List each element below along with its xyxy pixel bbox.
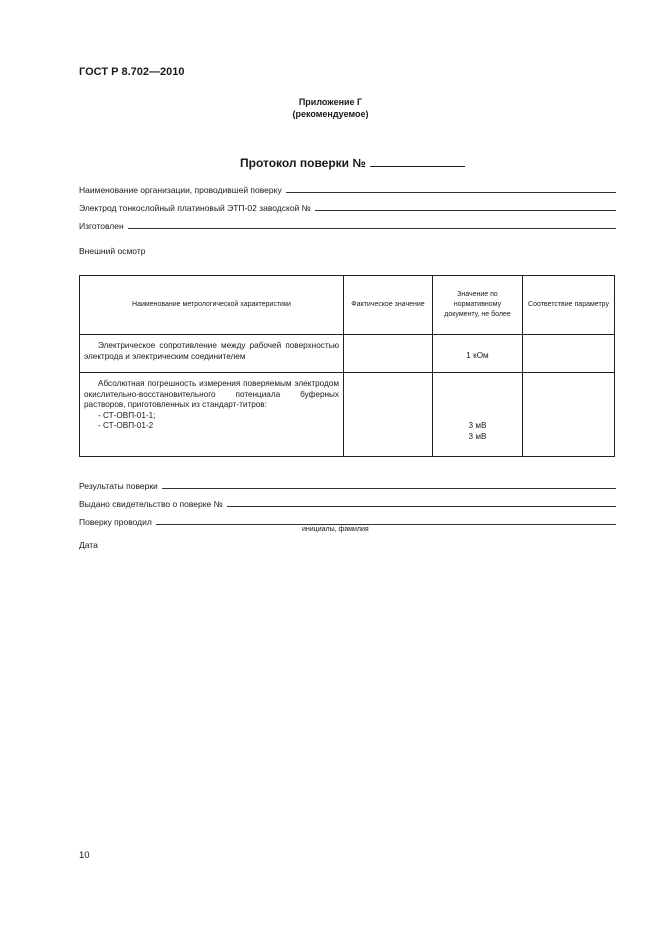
page-number: 10 — [79, 850, 90, 861]
certificate-label: Выдано свидетельство о поверке № — [79, 499, 223, 509]
row-compliance-cell[interactable] — [523, 373, 615, 457]
document-standard-header: ГОСТ Р 8.702—2010 — [79, 66, 185, 78]
table-header-row — [80, 276, 615, 335]
row-item-norm: 3 мВ — [468, 431, 487, 441]
manufacturer-blank-line[interactable] — [128, 221, 616, 229]
row-norm-cell — [433, 373, 523, 457]
table-row — [80, 373, 615, 457]
table-row — [80, 335, 615, 373]
electrode-field — [79, 203, 616, 213]
date-label: Дата — [79, 540, 98, 550]
electrode-label: Электрод тонкослойный платиновый ЭТП-02 заводской № — [79, 203, 311, 213]
verifier-caption: инициалы, фамилия — [302, 526, 369, 533]
row-item-label: - СТ-ОВП-01-2 — [98, 421, 154, 430]
organization-blank-line[interactable] — [286, 185, 616, 193]
organization-field — [79, 185, 616, 195]
row-description: Абсолютная погрешность измерения поверяемым электродом окислительно-восстановительного потенциала буферных растворов, приготовленных из стандарт-титров: — [84, 379, 339, 409]
appendix-title: Приложение Г — [298, 97, 363, 107]
results-label: Результаты поверки — [79, 481, 158, 491]
header-characteristic: Наименование метрологической характеристики — [80, 276, 344, 335]
header-actual-value: Фактическое значение — [344, 276, 433, 335]
verifier-blank-line[interactable] — [156, 517, 616, 525]
inspection-label: Внешний осмотр — [79, 246, 146, 256]
row-description-cell — [80, 373, 344, 457]
row-item-label: - СТ-ОВП-01-1; — [98, 410, 156, 420]
header-compliance: Соответствие параметру — [523, 276, 615, 335]
results-blank-line[interactable] — [162, 481, 616, 489]
row-actual-cell[interactable] — [344, 335, 433, 373]
row-description: Электрическое сопротивление между рабочей поверхностью электрода и электрическим соединителем — [84, 341, 339, 361]
organization-label: Наименование организации, проводившей поверку — [79, 185, 282, 195]
row-item-norm: 3 мВ — [468, 421, 487, 430]
results-field — [79, 481, 616, 491]
manufacturer-label: Изготовлен — [79, 221, 124, 231]
row-norm-value: 1 кОм — [466, 351, 489, 360]
electrode-blank-line[interactable] — [315, 203, 616, 211]
manufacturer-field — [79, 221, 616, 231]
certificate-blank-line[interactable] — [227, 499, 616, 507]
protocol-title — [240, 156, 465, 170]
protocol-number-blank[interactable] — [370, 157, 465, 167]
verification-table — [79, 275, 615, 457]
row-compliance-cell[interactable] — [523, 335, 615, 373]
row-actual-cell[interactable] — [344, 373, 433, 457]
appendix-note: (рекомендуемое) — [292, 109, 369, 119]
verifier-label: Поверку проводил — [79, 517, 152, 527]
protocol-title-text: Протокол поверки № — [240, 156, 366, 170]
certificate-field — [79, 499, 616, 509]
row-norm-cell — [433, 335, 523, 373]
row-description-cell — [80, 335, 344, 373]
header-norm-value: Значение по нормативному документу, не более — [433, 276, 523, 335]
